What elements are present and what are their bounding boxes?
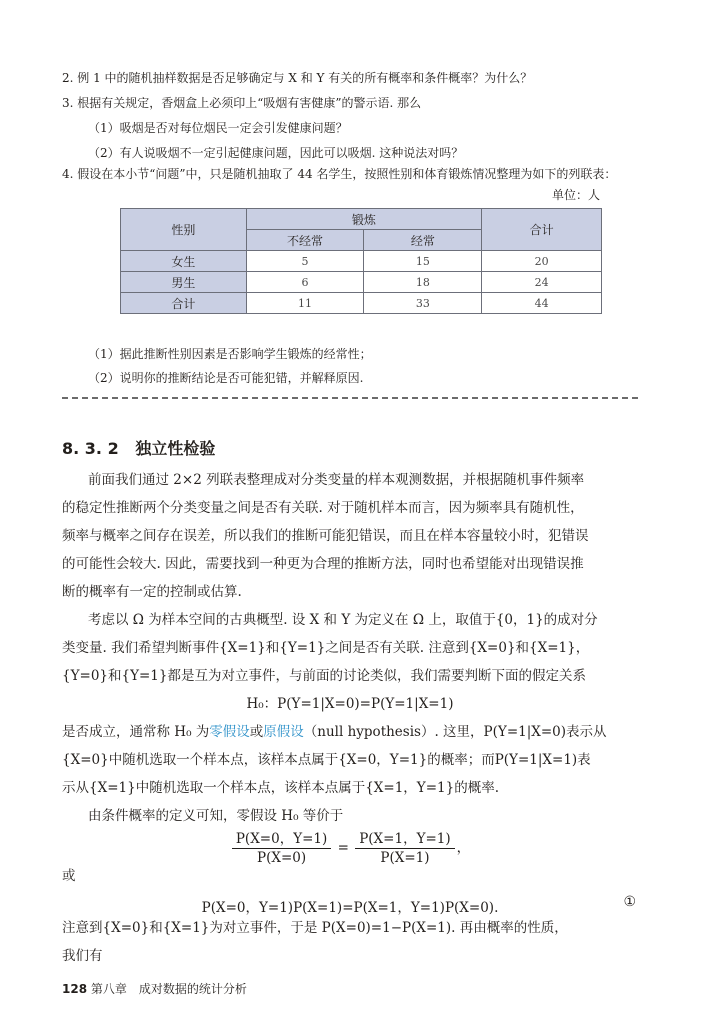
contingency-table (120, 208, 602, 314)
text-line: {Y=0}和{Y=1}都是互为对立事件，与前面的讨论类似，我们需要判断下面的假定关系 (62, 668, 586, 684)
or-text: 或 (62, 868, 76, 884)
or-line-wrap (62, 836, 638, 864)
header-total: 合计 (482, 209, 602, 251)
equals-sign: = (337, 840, 349, 856)
text-line: 由条件概率的定义可知，零假设 H₀ 等价于 (88, 808, 344, 824)
exercise-3-part-2: （2）有人说吸烟不一定引起健康问题，因此可以吸烟. 这种说法对吗？ (88, 146, 464, 160)
text-line: 示从{X=1}中随机选取一个样本点，该样本点属于{X=1，Y=1}的概率. (62, 780, 499, 796)
numerator: P(X=1，Y=1) (355, 830, 454, 849)
cell-value: 20 (482, 251, 602, 272)
chapter-title: 第八章 成对数据的统计分析 (90, 982, 247, 996)
equation-text: P(X=0，Y=1)P(X=1)=P(X=1，Y=1)P(X=0). (201, 900, 499, 916)
section-title: 独立性检验 (135, 439, 216, 458)
numerator: P(X=0，Y=1) (232, 830, 331, 849)
text-line: 断的概率有一定的控制或估算. (62, 584, 242, 600)
exercise-4-part-2: （2）说明你的推断结论是否可能犯错，并解释原因. (88, 371, 364, 385)
header-exercise: 锻炼 (246, 209, 482, 230)
exercise-3: 3. 根据有关规定，香烟盒上必须印上“吸烟有害健康”的警示语. 那么 (62, 96, 422, 110)
equation-1 (62, 896, 638, 916)
text-line: 类变量. 我们希望判断事件{X=1}和{Y=1}之间是否有关联. 注意到{X=0}和{X=1}， (62, 640, 590, 656)
null-hypothesis-formula: H₀：P(Y=1|X=0)=P(Y=1|X=1) (246, 696, 454, 712)
section-number: 8. 3. 2 (62, 439, 119, 458)
text-span: 是否成立，通常称 H₀ 为 (62, 724, 210, 740)
term-null-hypothesis: 零假设 (209, 724, 250, 740)
header-not-often: 不经常 (246, 230, 364, 251)
text-line: {X=0}中随机选取一个样本点，该样本点属于{X=0，Y=1}的概率；而P(Y=1|X=1)表 (62, 752, 591, 768)
row-label: 女生 (121, 251, 247, 272)
term-original-hypothesis: 原假设 (263, 724, 304, 740)
table-row (121, 293, 602, 314)
cell-value: 5 (246, 251, 364, 272)
section-divider (62, 397, 638, 399)
table-row (121, 251, 602, 272)
header-gender: 性别 (121, 209, 247, 251)
equation-tag: ① (623, 894, 636, 910)
section-heading (62, 436, 215, 459)
cell-value: 6 (246, 272, 364, 293)
row-label: 男生 (121, 272, 247, 293)
table-row (121, 272, 602, 293)
text-line: 频率与概率之间存在误差，所以我们的推断可能犯错误，而且在样本容量较小时，犯错误 (62, 528, 589, 544)
cell-value: 15 (364, 251, 482, 272)
text-line: 的稳定性推断两个分类变量之间是否有关联. 对于随机样本而言，因为频率具有随机性， (62, 500, 584, 516)
text-line: 注意到{X=0}和{X=1}为对立事件，于是 P(X=0)=1−P(X=1). 再由概率的性质， (62, 920, 568, 936)
header-often: 经常 (364, 230, 482, 251)
exercise-2: 2. 例 1 中的随机抽样数据是否足够确定与 X 和 Y 有关的所有概率和条件概率？为什么？ (62, 71, 533, 85)
page-footer (62, 980, 247, 997)
denominator: P(X=1) (380, 850, 430, 866)
text-line: 我们有 (62, 948, 103, 964)
text-span: 或 (249, 724, 264, 740)
page-number: 128 (62, 982, 88, 996)
paragraph-1 (62, 466, 638, 606)
exercise-3-part-1: （1）吸烟是否对每位烟民一定会引发健康问题？ (88, 121, 348, 135)
cell-value: 11 (246, 293, 364, 314)
cell-value: 44 (482, 293, 602, 314)
paragraph-2 (62, 606, 638, 830)
row-label: 合计 (121, 293, 247, 314)
text-line: 考虑以 Ω 为样本空间的古典概型. 设 X 和 Y 为定义在 Ω 上，取值于{0，1}的成对分 (88, 612, 598, 628)
punctuation: ， (456, 840, 471, 856)
text-line: 的可能性会较大. 因此，需要找到一种更为合理的推断方法，同时也希望能对出现错误推 (62, 556, 584, 572)
paragraph-5 (62, 914, 638, 970)
exercise-4-part-1: （1）据此推断性别因素是否影响学生锻炼的经常性； (88, 347, 372, 361)
denominator: P(X=0) (257, 850, 307, 866)
text-span: （null hypothesis）. 这里，P(Y=1|X=0)表示从 (303, 724, 607, 740)
table-unit: 单位：人 (551, 188, 600, 202)
text-line (62, 718, 638, 746)
cell-value: 24 (482, 272, 602, 293)
text-line: 前面我们通过 2×2 列联表整理成对分类变量的样本观测数据，并根据随机事件频率 (88, 472, 585, 488)
cell-value: 18 (364, 272, 482, 293)
exercise-4: 4. 假设在本小节“问题”中，只是随机抽取了 44 名学生，按照性别和体育锻炼情况整理为如下的列联表： (62, 167, 617, 181)
cell-value: 33 (364, 293, 482, 314)
